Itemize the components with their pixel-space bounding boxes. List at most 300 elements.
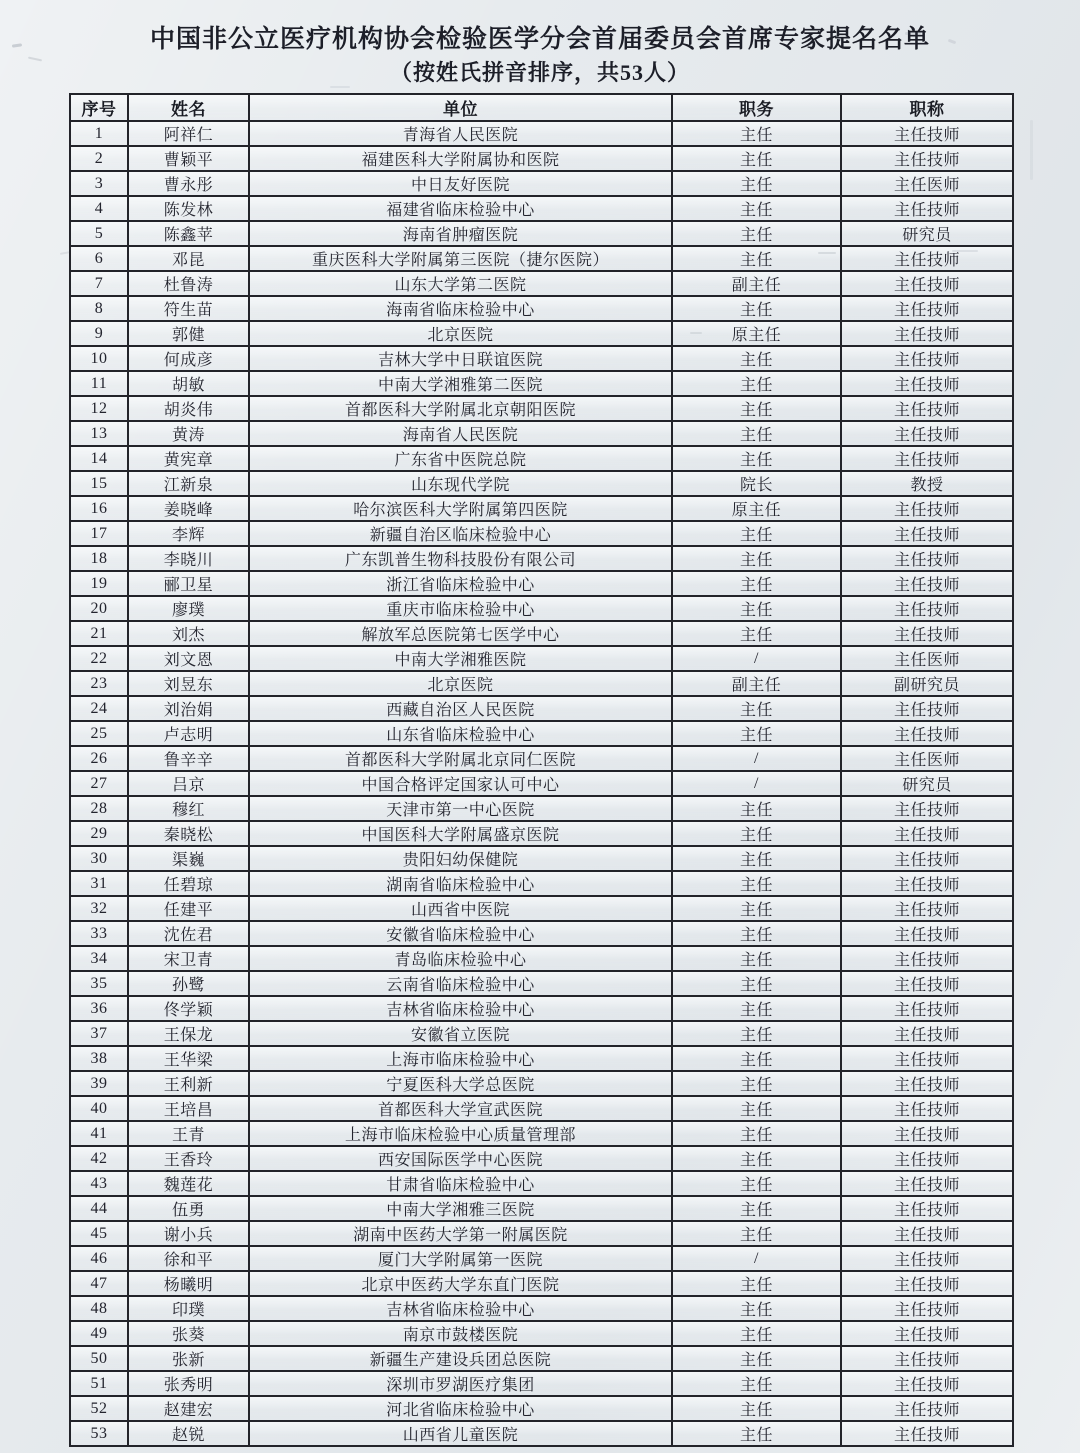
cell-title: 主任技师 (841, 1096, 1013, 1121)
cell-organization: 新疆生产建设兵团总医院 (249, 1346, 672, 1371)
cell-name: 魏莲花 (128, 1171, 249, 1196)
cell-position: 主任 (672, 921, 841, 946)
cell-index: 46 (70, 1246, 128, 1271)
cell-position: 主任 (672, 246, 841, 271)
cell-name: 何成彦 (128, 346, 249, 371)
cell-index: 37 (70, 1021, 128, 1046)
table-row (70, 621, 1013, 646)
cell-name: 刘昱东 (128, 671, 249, 696)
cell-title: 主任技师 (841, 1296, 1013, 1321)
cell-name: 胡敏 (128, 371, 249, 396)
cell-organization: 厦门大学附属第一医院 (249, 1246, 672, 1271)
cell-index: 33 (70, 921, 128, 946)
cell-position: / (672, 1246, 841, 1271)
table-row (70, 496, 1013, 521)
cell-name: 任碧琼 (128, 871, 249, 896)
table-row (70, 1396, 1013, 1421)
cell-name: 邓昆 (128, 246, 249, 271)
column-header-title: 职称 (841, 94, 1013, 121)
table-row (70, 921, 1013, 946)
table-row (70, 796, 1013, 821)
cell-position: 主任 (672, 796, 841, 821)
column-header-position: 职务 (672, 94, 841, 121)
cell-name: 孙鹭 (128, 971, 249, 996)
cell-position: 主任 (672, 846, 841, 871)
table-row (70, 171, 1013, 196)
cell-title: 主任技师 (841, 1221, 1013, 1246)
cell-organization: 河北省临床检验中心 (249, 1396, 672, 1421)
cell-position: 主任 (672, 1271, 841, 1296)
cell-organization: 南京市鼓楼医院 (249, 1321, 672, 1346)
cell-name: 曹永彤 (128, 171, 249, 196)
cell-index: 38 (70, 1046, 128, 1071)
cell-title: 主任技师 (841, 721, 1013, 746)
table-row (70, 821, 1013, 846)
cell-position: 主任 (672, 871, 841, 896)
table-row (70, 1421, 1013, 1446)
cell-index: 35 (70, 971, 128, 996)
cell-position: 副主任 (672, 671, 841, 696)
cell-organization: 天津市第一中心医院 (249, 796, 672, 821)
cell-index: 3 (70, 171, 128, 196)
cell-name: 廖璞 (128, 596, 249, 621)
table-row (70, 1171, 1013, 1196)
cell-position: 主任 (672, 1346, 841, 1371)
cell-title: 主任技师 (841, 896, 1013, 921)
cell-title: 主任技师 (841, 796, 1013, 821)
page-subtitle: （按姓氏拼音排序，共53人） (389, 59, 690, 85)
cell-name: 郦卫星 (128, 571, 249, 596)
cell-organization: 福建医科大学附属协和医院 (249, 146, 672, 171)
cell-name: 王香玲 (128, 1146, 249, 1171)
cell-name: 杨曦明 (128, 1271, 249, 1296)
cell-index: 32 (70, 896, 128, 921)
cell-position: 主任 (672, 721, 841, 746)
table-row (70, 596, 1013, 621)
cell-position: 主任 (672, 1396, 841, 1421)
cell-name: 卢志明 (128, 721, 249, 746)
cell-name: 佟学颖 (128, 996, 249, 1021)
cell-organization: 中南大学湘雅医院 (249, 646, 672, 671)
cell-title: 主任技师 (841, 196, 1013, 221)
cell-name: 李辉 (128, 521, 249, 546)
cell-name: 吕京 (128, 771, 249, 796)
cell-title: 主任技师 (841, 846, 1013, 871)
cell-index: 8 (70, 296, 128, 321)
cell-index: 47 (70, 1271, 128, 1296)
cell-organization: 山东大学第二医院 (249, 271, 672, 296)
cell-name: 渠巍 (128, 846, 249, 871)
cell-name: 王华梁 (128, 1046, 249, 1071)
cell-title: 研究员 (841, 221, 1013, 246)
cell-name: 王保龙 (128, 1021, 249, 1046)
cell-name: 阿祥仁 (128, 121, 249, 146)
cell-index: 51 (70, 1371, 128, 1396)
cell-name: 鲁辛辛 (128, 746, 249, 771)
cell-index: 25 (70, 721, 128, 746)
cell-title: 主任技师 (841, 1246, 1013, 1271)
cell-position: 原主任 (672, 496, 841, 521)
cell-position: 主任 (672, 1071, 841, 1096)
cell-organization: 广东省中医院总院 (249, 446, 672, 471)
cell-position: 主任 (672, 546, 841, 571)
cell-organization: 海南省临床检验中心 (249, 296, 672, 321)
cell-title: 主任技师 (841, 921, 1013, 946)
cell-name: 胡炎伟 (128, 396, 249, 421)
cell-index: 50 (70, 1346, 128, 1371)
cell-organization: 海南省肿瘤医院 (249, 221, 672, 246)
cell-position: 主任 (672, 121, 841, 146)
cell-organization: 海南省人民医院 (249, 421, 672, 446)
document-header (0, 24, 1080, 87)
cell-title: 主任技师 (841, 346, 1013, 371)
cell-position: / (672, 746, 841, 771)
cell-organization: 重庆医科大学附属第三医院（捷尔医院） (249, 246, 672, 271)
cell-index: 1 (70, 121, 128, 146)
cell-organization: 云南省临床检验中心 (249, 971, 672, 996)
cell-organization: 北京医院 (249, 321, 672, 346)
cell-name: 徐和平 (128, 1246, 249, 1271)
cell-position: / (672, 646, 841, 671)
cell-name: 赵锐 (128, 1421, 249, 1446)
cell-name: 穆红 (128, 796, 249, 821)
table-row (70, 871, 1013, 896)
cell-name: 王青 (128, 1121, 249, 1146)
cell-index: 11 (70, 371, 128, 396)
cell-index: 42 (70, 1146, 128, 1171)
cell-title: 主任医师 (841, 746, 1013, 771)
cell-name: 杜鲁涛 (128, 271, 249, 296)
cell-title: 主任技师 (841, 271, 1013, 296)
table-row (70, 696, 1013, 721)
table-row (70, 771, 1013, 796)
table-row (70, 221, 1013, 246)
table-row (70, 1271, 1013, 1296)
table-row (70, 246, 1013, 271)
cell-name: 江新泉 (128, 471, 249, 496)
cell-position: 主任 (672, 296, 841, 321)
cell-name: 姜晓峰 (128, 496, 249, 521)
cell-title: 主任技师 (841, 871, 1013, 896)
cell-name: 印璞 (128, 1296, 249, 1321)
cell-title: 主任医师 (841, 171, 1013, 196)
cell-position: 主任 (672, 1046, 841, 1071)
table-row (70, 846, 1013, 871)
cell-name: 符生苗 (128, 296, 249, 321)
cell-index: 39 (70, 1071, 128, 1096)
cell-organization: 重庆市临床检验中心 (249, 596, 672, 621)
table-row (70, 1196, 1013, 1221)
table-row (70, 521, 1013, 546)
cell-name: 刘文恩 (128, 646, 249, 671)
cell-name: 伍勇 (128, 1196, 249, 1221)
cell-name: 王利新 (128, 1071, 249, 1096)
cell-title: 主任技师 (841, 1196, 1013, 1221)
scan-artifact (1030, 120, 1033, 180)
table-row (70, 946, 1013, 971)
cell-position: 主任 (672, 1371, 841, 1396)
cell-position: 副主任 (672, 271, 841, 296)
cell-organization: 中南大学湘雅三医院 (249, 1196, 672, 1221)
column-header-organization: 单位 (249, 94, 672, 121)
cell-name: 黄宪章 (128, 446, 249, 471)
table-row (70, 1346, 1013, 1371)
cell-position: 主任 (672, 171, 841, 196)
cell-index: 16 (70, 496, 128, 521)
cell-position: 院长 (672, 471, 841, 496)
cell-position: 主任 (672, 996, 841, 1021)
cell-position: 主任 (672, 821, 841, 846)
table-row (70, 121, 1013, 146)
cell-organization: 首都医科大学附属北京同仁医院 (249, 746, 672, 771)
cell-index: 27 (70, 771, 128, 796)
cell-name: 张新 (128, 1346, 249, 1371)
cell-title: 主任技师 (841, 321, 1013, 346)
table-row (70, 1371, 1013, 1396)
table-row (70, 296, 1013, 321)
cell-position: 主任 (672, 521, 841, 546)
cell-title: 副研究员 (841, 671, 1013, 696)
table-row (70, 346, 1013, 371)
table-row (70, 396, 1013, 421)
cell-index: 45 (70, 1221, 128, 1246)
cell-organization: 解放军总医院第七医学中心 (249, 621, 672, 646)
cell-organization: 安徽省临床检验中心 (249, 921, 672, 946)
cell-organization: 西藏自治区人民医院 (249, 696, 672, 721)
cell-name: 沈佐君 (128, 921, 249, 946)
cell-name: 谢小兵 (128, 1221, 249, 1246)
cell-title: 主任技师 (841, 1121, 1013, 1146)
cell-organization: 西安国际医学中心医院 (249, 1146, 672, 1171)
cell-index: 40 (70, 1096, 128, 1121)
cell-organization: 福建省临床检验中心 (249, 196, 672, 221)
cell-organization: 北京中医药大学东直门医院 (249, 1271, 672, 1296)
page-title: 中国非公立医疗机构协会检验医学分会首届委员会首席专家提名名单 (149, 26, 930, 53)
cell-organization: 新疆自治区临床检验中心 (249, 521, 672, 546)
cell-title: 主任技师 (841, 1421, 1013, 1446)
table-row (70, 1071, 1013, 1096)
cell-position: 主任 (672, 1171, 841, 1196)
cell-title: 主任技师 (841, 396, 1013, 421)
cell-title: 主任技师 (841, 546, 1013, 571)
cell-organization: 深圳市罗湖医疗集团 (249, 1371, 672, 1396)
cell-organization: 湖南中医药大学第一附属医院 (249, 1221, 672, 1246)
cell-title: 主任技师 (841, 371, 1013, 396)
cell-position: 主任 (672, 1196, 841, 1221)
table-row (70, 896, 1013, 921)
column-header-name: 姓名 (128, 94, 249, 121)
cell-index: 19 (70, 571, 128, 596)
cell-name: 黄涛 (128, 421, 249, 446)
cell-position: 主任 (672, 1021, 841, 1046)
cell-organization: 青海省人民医院 (249, 121, 672, 146)
cell-position: 主任 (672, 196, 841, 221)
table-row (70, 421, 1013, 446)
cell-position: 主任 (672, 1296, 841, 1321)
table-row (70, 546, 1013, 571)
cell-title: 主任技师 (841, 971, 1013, 996)
cell-name: 王培昌 (128, 1096, 249, 1121)
cell-index: 44 (70, 1196, 128, 1221)
cell-title: 主任技师 (841, 1021, 1013, 1046)
cell-name: 任建平 (128, 896, 249, 921)
cell-organization: 广东凯普生物科技股份有限公司 (249, 546, 672, 571)
cell-organization: 吉林省临床检验中心 (249, 996, 672, 1021)
cell-index: 7 (70, 271, 128, 296)
cell-name: 秦晓松 (128, 821, 249, 846)
cell-index: 15 (70, 471, 128, 496)
table-row (70, 1296, 1013, 1321)
cell-name: 刘杰 (128, 621, 249, 646)
cell-organization: 首都医科大学附属北京朝阳医院 (249, 396, 672, 421)
cell-organization: 山东省临床检验中心 (249, 721, 672, 746)
cell-organization: 中南大学湘雅第二医院 (249, 371, 672, 396)
cell-organization: 哈尔滨医科大学附属第四医院 (249, 496, 672, 521)
table-row (70, 196, 1013, 221)
table-row (70, 1146, 1013, 1171)
cell-index: 49 (70, 1321, 128, 1346)
cell-index: 24 (70, 696, 128, 721)
cell-name: 张葵 (128, 1321, 249, 1346)
cell-index: 53 (70, 1421, 128, 1446)
cell-name: 陈发林 (128, 196, 249, 221)
cell-position: 主任 (672, 221, 841, 246)
cell-index: 18 (70, 546, 128, 571)
table-header-row (70, 94, 1013, 121)
cell-index: 21 (70, 621, 128, 646)
cell-index: 41 (70, 1121, 128, 1146)
cell-title: 主任技师 (841, 521, 1013, 546)
cell-position: 主任 (672, 971, 841, 996)
cell-position: 主任 (672, 1221, 841, 1246)
cell-title: 主任技师 (841, 1396, 1013, 1421)
cell-title: 主任技师 (841, 996, 1013, 1021)
cell-title: 主任技师 (841, 1371, 1013, 1396)
cell-index: 10 (70, 346, 128, 371)
cell-title: 主任技师 (841, 446, 1013, 471)
cell-index: 5 (70, 221, 128, 246)
cell-index: 22 (70, 646, 128, 671)
cell-index: 2 (70, 146, 128, 171)
table-row (70, 471, 1013, 496)
table-row (70, 271, 1013, 296)
cell-name: 李晓川 (128, 546, 249, 571)
cell-organization: 吉林省临床检验中心 (249, 1296, 672, 1321)
table-body (70, 121, 1013, 1446)
cell-position: 主任 (672, 421, 841, 446)
cell-position: 主任 (672, 696, 841, 721)
cell-title: 主任技师 (841, 1171, 1013, 1196)
cell-position: 主任 (672, 1096, 841, 1121)
cell-title: 主任技师 (841, 1346, 1013, 1371)
cell-name: 郭健 (128, 321, 249, 346)
cell-position: 主任 (672, 1146, 841, 1171)
cell-title: 主任技师 (841, 421, 1013, 446)
cell-title: 主任技师 (841, 596, 1013, 621)
table-row (70, 371, 1013, 396)
cell-position: / (672, 771, 841, 796)
cell-name: 刘治娟 (128, 696, 249, 721)
cell-index: 14 (70, 446, 128, 471)
cell-position: 主任 (672, 621, 841, 646)
cell-title: 主任技师 (841, 296, 1013, 321)
cell-index: 23 (70, 671, 128, 696)
cell-position: 主任 (672, 346, 841, 371)
cell-organization: 吉林大学中日联谊医院 (249, 346, 672, 371)
cell-index: 29 (70, 821, 128, 846)
cell-position: 主任 (672, 371, 841, 396)
column-header-index: 序号 (70, 94, 128, 121)
cell-index: 6 (70, 246, 128, 271)
cell-title: 主任技师 (841, 1071, 1013, 1096)
table-row (70, 721, 1013, 746)
table-row (70, 996, 1013, 1021)
cell-position: 主任 (672, 896, 841, 921)
table-row (70, 671, 1013, 696)
cell-title: 主任技师 (841, 696, 1013, 721)
cell-index: 26 (70, 746, 128, 771)
cell-index: 12 (70, 396, 128, 421)
cell-organization: 青岛临床检验中心 (249, 946, 672, 971)
cell-index: 31 (70, 871, 128, 896)
cell-organization: 湖南省临床检验中心 (249, 871, 672, 896)
cell-title: 主任技师 (841, 121, 1013, 146)
cell-position: 主任 (672, 571, 841, 596)
nomination-table (69, 93, 1014, 1447)
cell-name: 赵建宏 (128, 1396, 249, 1421)
cell-organization: 山西省儿童医院 (249, 1421, 672, 1446)
cell-index: 4 (70, 196, 128, 221)
cell-title: 主任技师 (841, 146, 1013, 171)
cell-name: 宋卫青 (128, 946, 249, 971)
table-row (70, 746, 1013, 771)
cell-index: 30 (70, 846, 128, 871)
cell-organization: 山东现代学院 (249, 471, 672, 496)
cell-title: 主任技师 (841, 246, 1013, 271)
table-row (70, 1121, 1013, 1146)
cell-title: 主任技师 (841, 621, 1013, 646)
cell-title: 主任技师 (841, 496, 1013, 521)
cell-position: 原主任 (672, 321, 841, 346)
cell-organization: 中国合格评定国家认可中心 (249, 771, 672, 796)
cell-organization: 上海市临床检验中心 (249, 1046, 672, 1071)
cell-position: 主任 (672, 146, 841, 171)
cell-position: 主任 (672, 596, 841, 621)
cell-organization: 上海市临床检验中心质量管理部 (249, 1121, 672, 1146)
cell-organization: 浙江省临床检验中心 (249, 571, 672, 596)
table-row (70, 146, 1013, 171)
cell-index: 17 (70, 521, 128, 546)
cell-position: 主任 (672, 1321, 841, 1346)
table-row (70, 1246, 1013, 1271)
table-row (70, 1321, 1013, 1346)
table-row (70, 1096, 1013, 1121)
table-row (70, 971, 1013, 996)
cell-organization: 甘肃省临床检验中心 (249, 1171, 672, 1196)
cell-organization: 北京医院 (249, 671, 672, 696)
cell-index: 43 (70, 1171, 128, 1196)
cell-name: 张秀明 (128, 1371, 249, 1396)
cell-organization: 山西省中医院 (249, 896, 672, 921)
cell-organization: 安徽省立医院 (249, 1021, 672, 1046)
cell-title: 教授 (841, 471, 1013, 496)
cell-position: 主任 (672, 396, 841, 421)
cell-organization: 宁夏医科大学总医院 (249, 1071, 672, 1096)
cell-title: 主任技师 (841, 571, 1013, 596)
cell-organization: 贵阳妇幼保健院 (249, 846, 672, 871)
table-row (70, 1046, 1013, 1071)
cell-title: 主任技师 (841, 946, 1013, 971)
